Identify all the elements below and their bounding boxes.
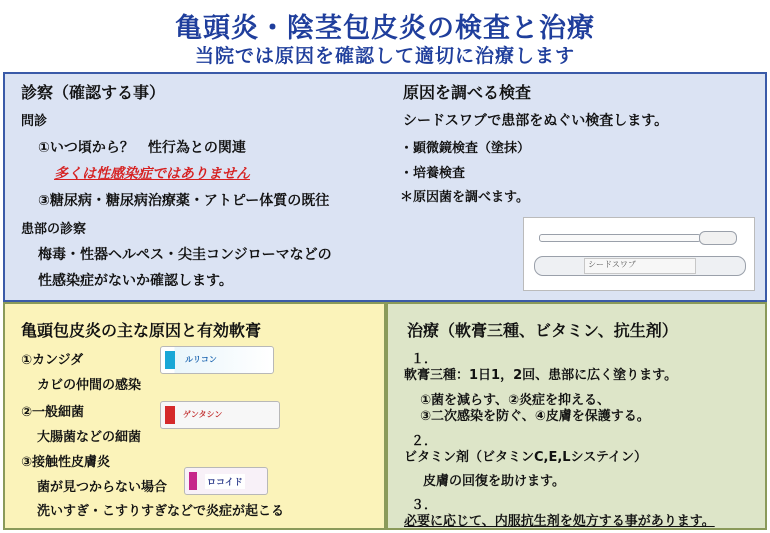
treatment-antibiotic: 必要に応じて、内服抗生剤を処方する事があります。 <box>404 514 715 529</box>
cream-1-label: ルリコン <box>185 355 217 364</box>
cause-2-title: ②一般細菌 <box>21 405 85 420</box>
test-microscope: ・顕微鏡検査（塗抹） <box>400 141 531 156</box>
cause-1-title: ①カンジダ <box>21 353 84 368</box>
warning-text: 多くは性感染症ではありません <box>54 166 250 182</box>
cause-3-desc-1: 菌が見つからない場合 <box>37 480 168 495</box>
interview-label: 問診 <box>21 114 48 129</box>
cream-3-label: ロコイド <box>205 474 245 489</box>
treatment-ointment-effects-2: ③二次感染を防ぐ、④皮膚を保護する。 <box>420 409 650 424</box>
treatment-number-3: ３． <box>411 498 438 513</box>
treatment-number-2: ２． <box>411 434 438 449</box>
treatment-vitamin: ビタミン剤（ビタミンC,E,Lシステイン） <box>404 450 648 465</box>
cream-tube-1-image <box>160 346 274 374</box>
cream-tube-3-image <box>184 467 268 495</box>
treatment-ointment-effects-1: ①菌を減らす、②炎症を抑える、 <box>420 393 610 408</box>
causes-heading: 亀頭包皮炎の主な原因と有効軟膏 <box>21 321 262 340</box>
test-culture: ・培養検査 <box>400 166 466 181</box>
tests-heading: 原因を調べる検査 <box>403 83 532 102</box>
cause-3-desc-2: 洗いすぎ・こすりすぎなどで炎症が起こる <box>37 504 285 519</box>
swab-label: シードスワブ <box>588 260 636 269</box>
local-exam-label: 患部の診察 <box>21 222 87 237</box>
cream-2-label: ゲンタシン <box>183 410 223 419</box>
tests-note: ＊原因菌を調べます。 <box>400 190 529 205</box>
treatment-ointment: 軟膏三種：1日1，2回、患部に広く塗ります。 <box>404 368 678 383</box>
treatment-vitamin-desc: 皮膚の回復を助けます。 <box>423 474 565 489</box>
local-exam-line-1: 梅毒・性器ヘルペス・尖圭コンジローマなどの <box>38 247 332 263</box>
page-subtitle: 当院では原因を確認して適切に治療します <box>194 45 575 67</box>
exam-item-3: ③糖尿病・糖尿病治療薬・アトピー体質の既往 <box>38 193 330 209</box>
swab-image <box>523 217 755 291</box>
cause-1-desc: カビの仲間の感染 <box>37 378 142 393</box>
treatment-heading: 治療（軟膏三種、ビタミン、抗生剤） <box>407 321 678 340</box>
page-title: 亀頭炎・陰茎包皮炎の検査と治療 <box>175 13 595 44</box>
treatment-number-1: １． <box>411 352 438 367</box>
cause-3-title: ③接触性皮膚炎 <box>21 455 111 470</box>
tests-intro: シードスワブで患部をぬぐい検査します。 <box>403 113 669 129</box>
local-exam-line-2: 性感染症がないか確認します。 <box>38 273 233 289</box>
exam-heading: 診察（確認する事） <box>21 83 166 102</box>
exam-panel <box>3 72 388 302</box>
cause-2-desc: 大腸菌などの細菌 <box>37 430 142 445</box>
cream-tube-2-image <box>160 401 280 429</box>
exam-item-1: ①いつ頃から？ 性行為との関連 <box>38 140 246 156</box>
